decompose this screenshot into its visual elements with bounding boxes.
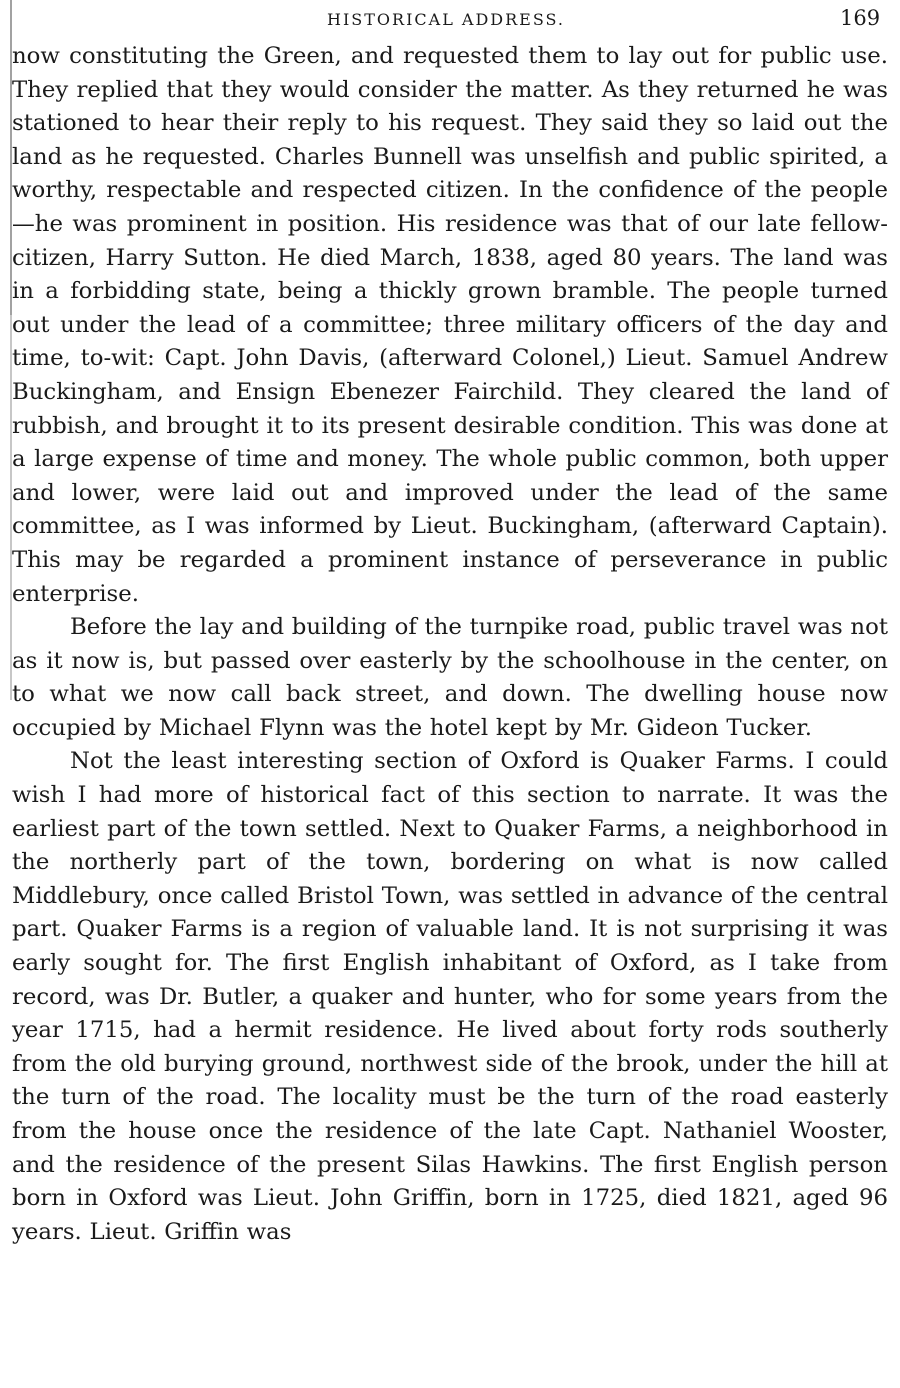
running-title: HISTORICAL ADDRESS.	[327, 10, 565, 29]
body-text	[12, 40, 888, 1249]
paragraph-quaker-farms: Not the least interesting section of Oxford is Quaker Farms. I could wish I had more of historical fact of this section to narrate. It was the earliest part of the town settled. Next to Quaker Farms, a neighborhood in the northerly part of the town, bordering on what is now called Middlebury, once called Bristol Town, was settled in advance of the central part. Quaker Farms is a region of valuable land. It is not surprising it was early sought for. The first English inhabitant of Oxford, as I take from record, was Dr. Butler, a quaker and hunter, who for some years from the year 1715, had a hermit residence. He lived about forty rods southerly from the old burying ground, northwest side of the brook, under the hill at the turn of the road. The locality must be the turn of the road easterly from the house once the residence of the late Capt. Nathaniel Wooster, and the residence of the present Silas Hawkins. The first English person born in Oxford was Lieut. John Griffin, born in 1725, died 1821, aged 96 years. Lieut. Griffin was	[12, 748, 888, 1245]
page-edge-rule	[10, 0, 12, 700]
paragraph-turnpike: Before the lay and building of the turnpike road, public travel was not as it now is, but passed over easterly by the schoolhouse in the center, on to what we now call back street, and down. The dwelling house now occupied by Michael Flynn was the hotel kept by Mr. Gideon Tucker.	[12, 614, 888, 741]
running-header	[12, 6, 888, 40]
paragraph-continued: now constituting the Green, and requested them to lay out for public use. They replied that they would consider the matter. As they returned he was stationed to hear their reply to his request. They said they so laid out the land as he requested. Charles Bunnell was unselfish and public spirited, a worthy, respectable and respected citizen. In the confidence of the people—he was prominent in position. His residence was that of our late fellow-citizen, Harry Sutton. He died March, 1838, aged 80 years. The land was in a forbidding state, being a thickly grown bramble. The people turned out under the lead of a committee; three military officers of the day and time, to-wit: Capt. John Davis, (afterward Colonel,) Lieut. Samuel Andrew Buckingham, and Ensign Ebenezer Fairchild. They cleared the land of rubbish, and brought it to its present desirable condition. This was done at a large expense of time and money. The whole public common, both upper and lower, were laid out and improved under the lead of the same committee, as I was informed by Lieut. Buckingham, (afterward Captain). This may be regarded a prominent instance of perseverance in public enterprise.	[12, 43, 888, 607]
page-number: 169	[840, 6, 881, 30]
